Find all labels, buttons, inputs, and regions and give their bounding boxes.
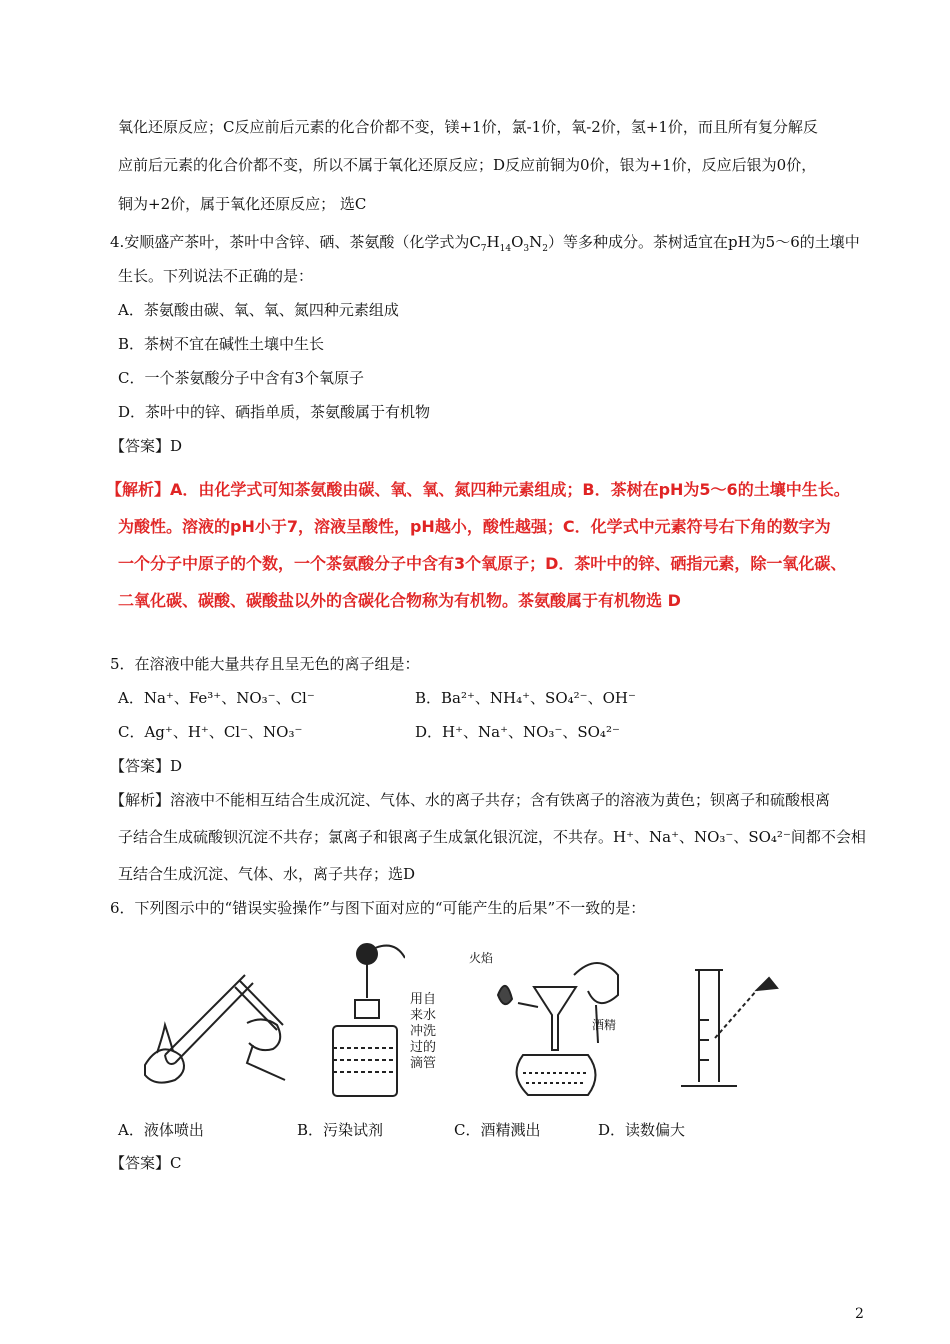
- figure-d-cylinder: [675, 960, 795, 1100]
- answer-4: 【答案】D: [110, 437, 183, 455]
- question-4-stem: 4.安顺盛产茶叶，茶叶中含锌、硒、茶氨酸（化学式为$C_7H_{14}O_3N_2$）等多种成分。茶树适宜在pH为5～6的土壤中: [110, 233, 860, 254]
- question-4-stem-cont: 生长。下列说法不正确的是：: [118, 267, 314, 285]
- option-d: D．H⁺、Na⁺、NO₃⁻、SO₄²⁻: [415, 723, 620, 741]
- question-5-stem: 5．在溶液中能大量共存且呈无色的离子组是：: [110, 655, 420, 673]
- option-c: C．Ag⁺、H⁺、Cl⁻、NO₃⁻: [118, 723, 303, 741]
- caption-a: A．液体喷出: [118, 1121, 204, 1139]
- option-b: B．茶树不宜在碱性土壤中生长: [118, 335, 325, 353]
- text-line: 应前后元素的化合价都不变，所以不属于氧化还原反应；D反应前铜为0价，银为+1价，反应后银为0价，: [118, 156, 817, 174]
- caption-d: D．读数偏大: [598, 1121, 686, 1139]
- option-c: C．一个茶氨酸分子中含有3个氧原子: [118, 369, 365, 387]
- figure-b-label: 用自 来水 冲洗 过的 滴管: [410, 992, 437, 1071]
- analysis-4-line: 一个分子中原子的个数，一个茶氨酸分子中含有3个氧原子；D．茶叶中的锌、硒指元素，除一氧化碳、: [118, 554, 847, 573]
- text-line: 铜为+2价，属于氧化还原反应； 选C: [118, 195, 367, 213]
- figure-c-alcohol-label: 酒精: [592, 1018, 617, 1032]
- option-b: B．Ba²⁺、NH₄⁺、SO₄²⁻、OH⁻: [415, 689, 636, 707]
- page-number: 2: [855, 1306, 864, 1322]
- question-6-stem: 6．下列图示中的“错误实验操作”与图下面对应的“可能产生的后果”不一致的是：: [110, 899, 646, 917]
- caption-b: B．污染试剂: [297, 1121, 384, 1139]
- option-d: D．茶叶中的锌、硒指单质，茶氨酸属于有机物: [118, 403, 431, 421]
- figure-a-heating-tube: [135, 945, 295, 1095]
- answer-5: 【答案】D: [110, 757, 183, 775]
- analysis-4-line: 为酸性。溶液的pH小于7，溶液呈酸性，pH越小，酸性越强；C．化学式中元素符号右下角的数字为: [118, 517, 831, 536]
- analysis-4-line: 二氧化碳、碳酸、碳酸盐以外的含碳化合物称为有机物。茶氨酸属于有机物选 D: [118, 591, 681, 610]
- option-a: A．Na⁺、Fe³⁺、NO₃⁻、Cl⁻: [118, 689, 315, 707]
- analysis-5-line: 【解析】溶液中不能相互结合生成沉淀、气体、水的离子共存；含有铁离子的溶液为黄色；钡离子和硫酸根离: [110, 791, 831, 809]
- analysis-5-line: 互结合生成沉淀、气体、水，离子共存；选D: [118, 865, 416, 883]
- analysis-4-line: 【解析】A．由化学式可知茶氨酸由碳、氧、氧、氮四种元素组成；B．茶树在pH为5～6的土壤中生长。: [106, 480, 850, 499]
- figure-c-flame-label: 火焰: [469, 951, 494, 965]
- figure-b-dropper-bottle: [325, 940, 405, 1100]
- analysis-5-line: 子结合生成硫酸钡沉淀不共存；氯离子和银离子生成氯化银沉淀，不共存。H⁺、Na⁺、NO₃⁻、SO₄²⁻间都不会相: [118, 828, 866, 846]
- caption-c: C．酒精溅出: [454, 1121, 541, 1139]
- text-line: 氧化还原反应；C反应前后元素的化合价都不变，镁+1价，氯-1价，氧-2价，氢+1价，而且所有复分解反: [118, 118, 818, 136]
- answer-6: 【答案】C: [110, 1154, 182, 1172]
- option-a: A．茶氨酸由碳、氧、氧、氮四种元素组成: [118, 301, 399, 319]
